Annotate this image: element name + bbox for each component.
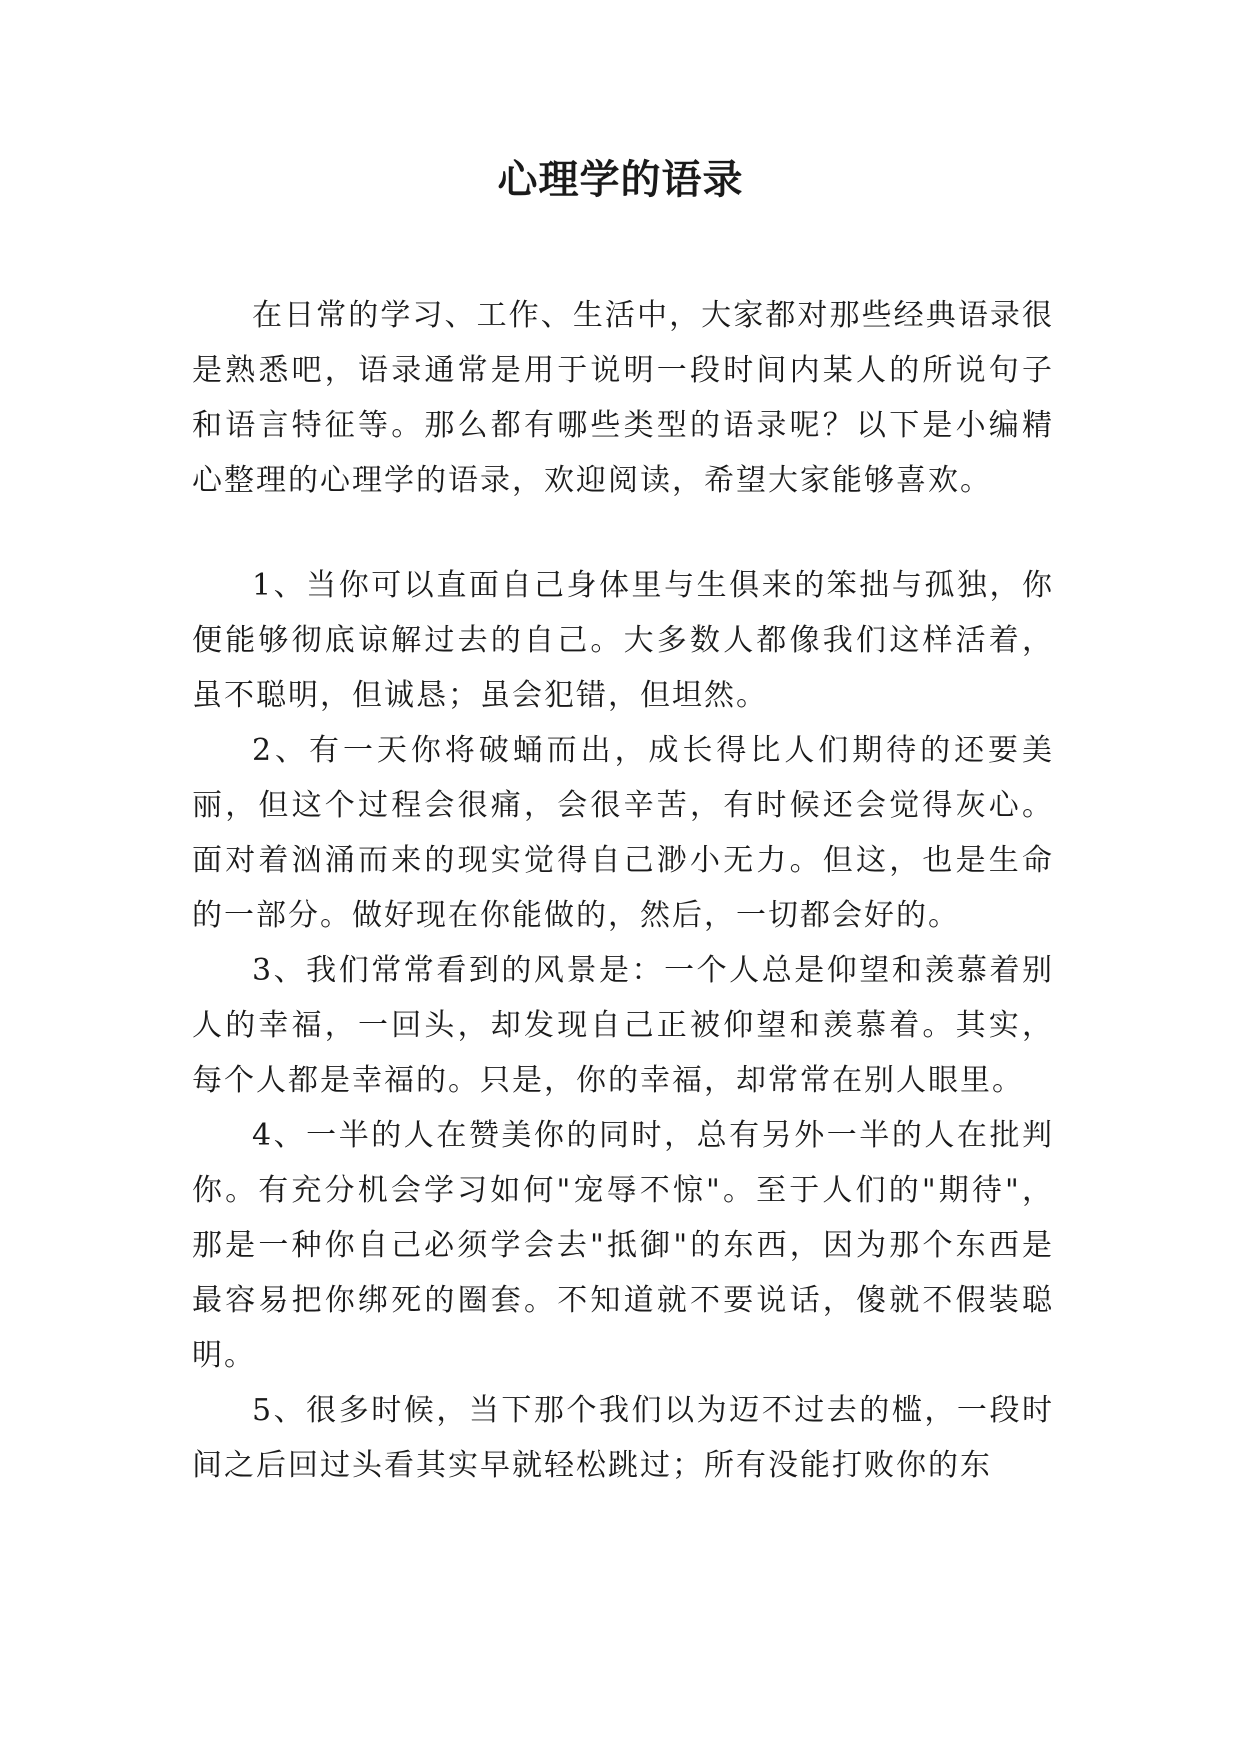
quote-paragraph-5: 5、很多时候，当下那个我们以为迈不过去的槛，一段时间之后回过头看其实早就轻松跳过；所有没能打败你的东 xyxy=(192,1393,1054,1483)
quote-paragraph-1: 1、当你可以直面自己身体里与生俱来的笨拙与孤独，你便能够彻底谅解过去的自己。大多数人都像我们这样活着，虽不聪明，但诚恳；虽会犯错，但坦然。 xyxy=(192,568,1054,713)
intro-paragraph: 在日常的学习、工作、生活中，大家都对那些经典语录很是熟悉吧，语录通常是用于说明一段时间内某人的所说句子和语言特征等。那么都有哪些类型的语录呢？以下是小编精心整理的心理学的语录，欢迎阅读，希望大家能够喜欢。 xyxy=(192,298,1054,498)
quote-paragraph-3: 3、我们常常看到的风景是：一个人总是仰望和羡慕着别人的幸福，一回头，却发现自己正被仰望和羡慕着。其实，每个人都是幸福的。只是，你的幸福，却常常在别人眼里。 xyxy=(192,953,1054,1098)
document-title: 心理学的语录 xyxy=(497,157,744,203)
document-body xyxy=(192,288,1054,1493)
quote-paragraph-4: 4、一半的人在赞美你的同时，总有另外一半的人在批判你。有充分机会学习如何"宠辱不惊"。至于人们的"期待"，那是一种你自己必须学会去"抵御"的东西，因为那个东西是最容易把你绑死的圈套。不知道就不要说话，傻就不假装聪明。 xyxy=(192,1118,1054,1373)
quote-paragraph-2: 2、有一天你将破蛹而出，成长得比人们期待的还要美丽，但这个过程会很痛，会很辛苦，有时候还会觉得灰心。面对着汹涌而来的现实觉得自己渺小无力。但这，也是生命的一部分。做好现在你能做的，然后，一切都会好的。 xyxy=(192,733,1054,933)
